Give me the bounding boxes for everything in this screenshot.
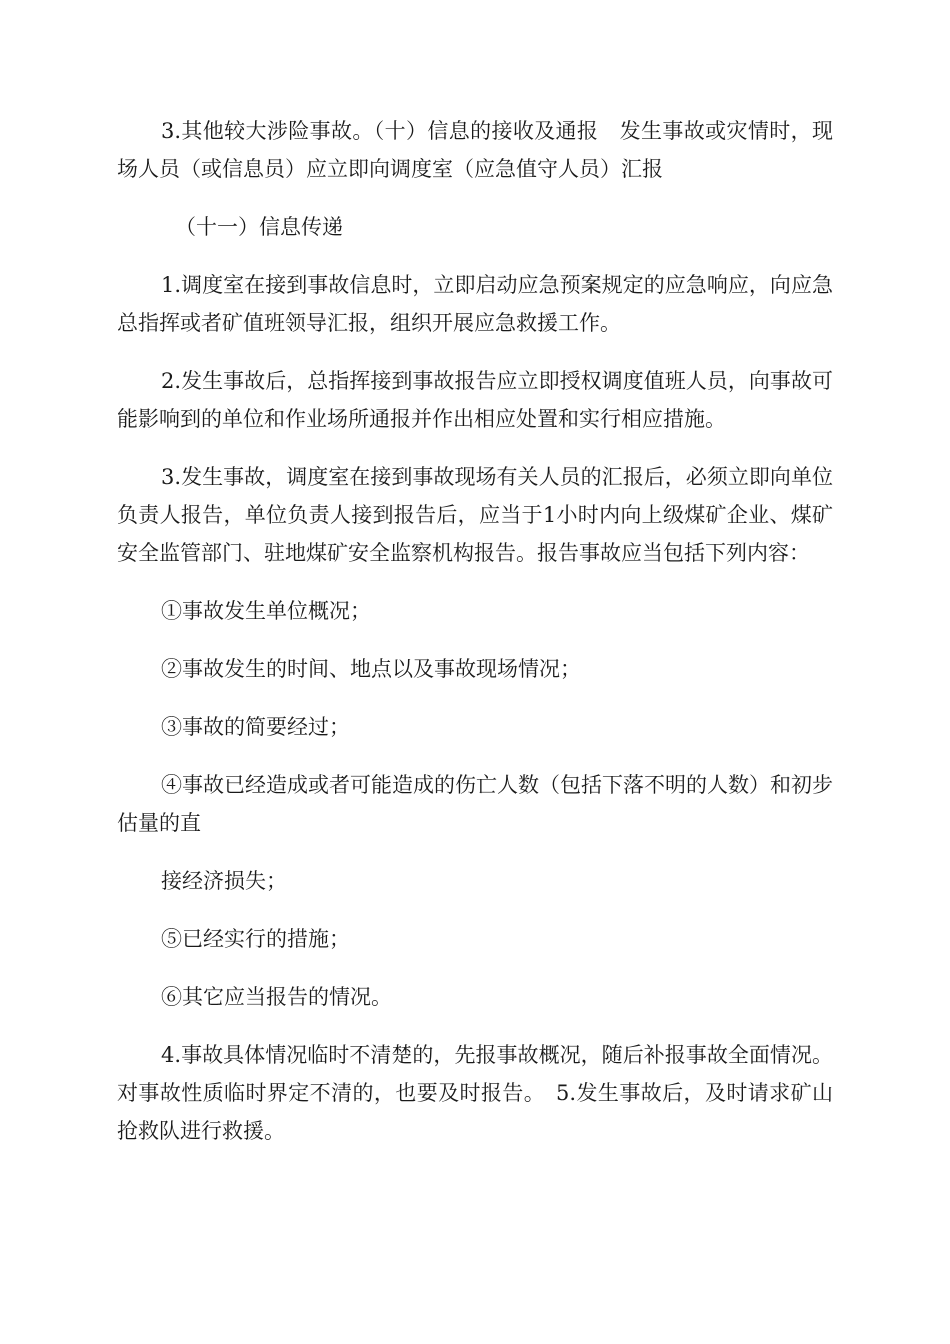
list-item-other-info: ⑥其它应当报告的情况。 xyxy=(161,985,392,1009)
list-item-time-location: ②事故发生的时间、地点以及事故现场情况； xyxy=(161,657,581,681)
list-item-casualties: ④事故已经造成或者可能造成的伤亡人数（包括下落不明的人数）和初步估量的直 xyxy=(117,773,833,835)
list-item-brief-process: ③事故的简要经过； xyxy=(161,715,350,739)
document-body xyxy=(117,112,833,1170)
paragraph-other-accidents: 3.其他较大涉险事故。（十）信息的接收及通报 发生事故或灾情时，现场人员（或信息员）应立即向调度室（应急值守人员）汇报 xyxy=(117,119,833,181)
list-item-casualties-continued: 接经济损失； xyxy=(161,869,287,893)
paragraph-followup-rescue: 4.事故具体情况临时不清楚的，先报事故概况，随后补报事故全面情况。对事故性质临时界定不清的，也要及时报告。 5.发生事故后，及时请求矿山抢救队进行救援。 xyxy=(117,1043,833,1143)
paragraph-report-requirements: 3.发生事故，调度室在接到事故现场有关人员的汇报后，必须立即向单位负责人报告，单位负责人接到报告后，应当于1小时内向上级煤矿企业、煤矿安全监管部门、驻地煤矿安全监察机构报告。报告事故应当包括下列内容： xyxy=(117,465,833,565)
paragraph-commander-notify: 2.发生事故后，总指挥接到事故报告应立即授权调度值班人员，向事故可能影响到的单位和作业场所通报并作出相应处置和实行相应措施。 xyxy=(117,369,833,431)
list-item-measures-taken: ⑤已经实行的措施； xyxy=(161,927,350,951)
paragraph-dispatch-response: 1.调度室在接到事故信息时，立即启动应急预案规定的应急响应，向应急总指挥或者矿值班领导汇报，组织开展应急救援工作。 xyxy=(117,273,833,335)
list-item-unit-overview: ①事故发生单位概况； xyxy=(161,599,371,623)
section-heading-info-transfer: （十一）信息传递 xyxy=(175,215,343,239)
